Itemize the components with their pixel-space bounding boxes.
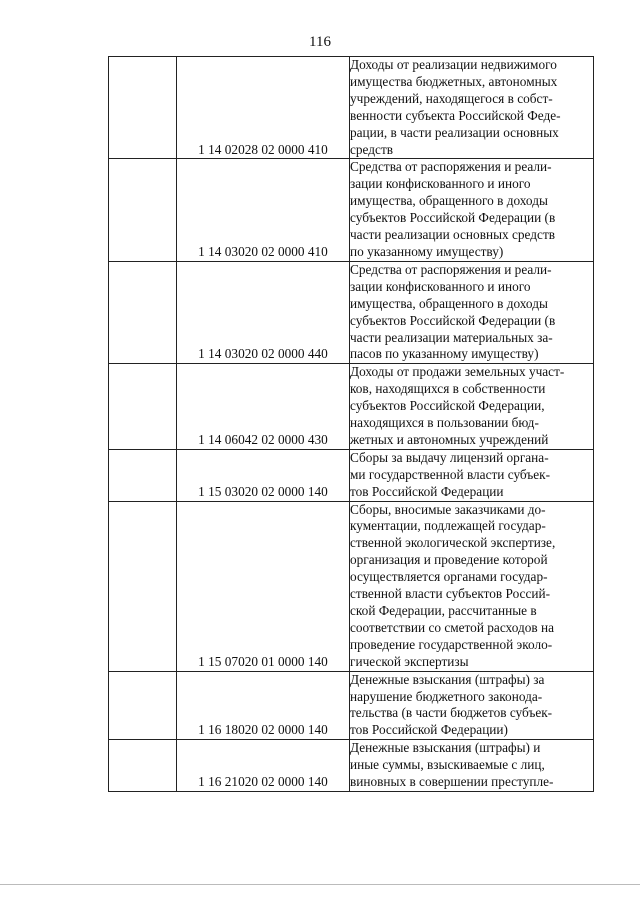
income-code-cell: 1 14 02028 02 0000 410: [177, 57, 350, 159]
income-code-cell: 1 16 18020 02 0000 140: [177, 671, 350, 740]
income-name-cell: [350, 364, 594, 450]
table-row: [109, 501, 594, 671]
table-row: [109, 449, 594, 501]
admin-code-cell: [109, 449, 177, 501]
income-code-cell: 1 14 03020 02 0000 440: [177, 261, 350, 363]
income-name-text: Доходы от реализации недвижимого имущества бюджетных, автономных учреждений, находящегося в собст- венности субъекта Российской Феде- рации, в части реализации основных средств: [350, 57, 561, 157]
income-name-text: Средства от распоряжения и реали- зации конфискованного и иного имущества, обращенного в доходы субъектов Российской Федерации (в части реализации материальных за- пасов по указанному имуществу): [350, 261, 556, 362]
table-row: [109, 57, 594, 159]
table-row: [109, 671, 594, 740]
income-name-cell: [350, 501, 594, 671]
income-name-text: Сборы за выдачу лицензий органа- ми государственной власти субъек- тов Российской Федерации: [350, 449, 551, 499]
admin-code-cell: [109, 501, 177, 671]
income-code-cell: 1 14 06042 02 0000 430: [177, 364, 350, 450]
table-row: [109, 159, 594, 261]
table-row: [109, 364, 594, 450]
admin-code-cell: [109, 671, 177, 740]
income-name-text: Денежные взыскания (штрафы) и иные суммы, взыскиваемые с лиц, виновных в совершении преступле-: [350, 740, 554, 790]
income-name-cell: [350, 740, 594, 792]
income-code-cell: 1 15 03020 02 0000 140: [177, 449, 350, 501]
income-code-cell: 1 16 21020 02 0000 140: [177, 740, 350, 792]
income-name-cell: [350, 449, 594, 501]
income-name-cell: [350, 57, 594, 159]
budget-classification-table: [108, 56, 594, 792]
income-name-text: Средства от распоряжения и реали- зации конфискованного и иного имущества, обращенного в доходы субъектов Российской Федерации (в части реализации основных средств по указанному имуществу): [350, 159, 556, 259]
admin-code-cell: [109, 159, 177, 261]
admin-code-cell: [109, 364, 177, 450]
page-number: 116: [309, 34, 331, 50]
table-row: [109, 740, 594, 792]
income-code-cell: 1 15 07020 01 0000 140: [177, 501, 350, 671]
admin-code-cell: [109, 261, 177, 363]
table-row: [109, 261, 594, 363]
income-name-text: Сборы, вносимые заказчиками до- кументации, подлежащей государ- ственной экологической экспертизе, организация и проведение которой осуществляется органами государ- ственной власти субъектов Россий- ской Федерации, рассчитанные в соответствии со сметой расходов на проведение государственной эколо- гической экспертизы: [350, 501, 556, 669]
income-name-cell: [350, 159, 594, 261]
page-bottom-rule: [0, 884, 640, 885]
income-name-cell: [350, 671, 594, 740]
admin-code-cell: [109, 57, 177, 159]
income-name-text: Доходы от продажи земельных участ- ков, находящихся в собственности субъектов Российской Федерации, находящихся в пользовании бюд- жетных и автономных учреждений: [350, 364, 565, 447]
admin-code-cell: [109, 740, 177, 792]
income-name-cell: [350, 261, 594, 363]
income-name-text: Денежные взыскания (штрафы) за нарушение бюджетного законода- тельства (в части бюджетов субъек- тов Российской Федерации): [350, 671, 553, 738]
income-code-cell: 1 14 03020 02 0000 410: [177, 159, 350, 261]
